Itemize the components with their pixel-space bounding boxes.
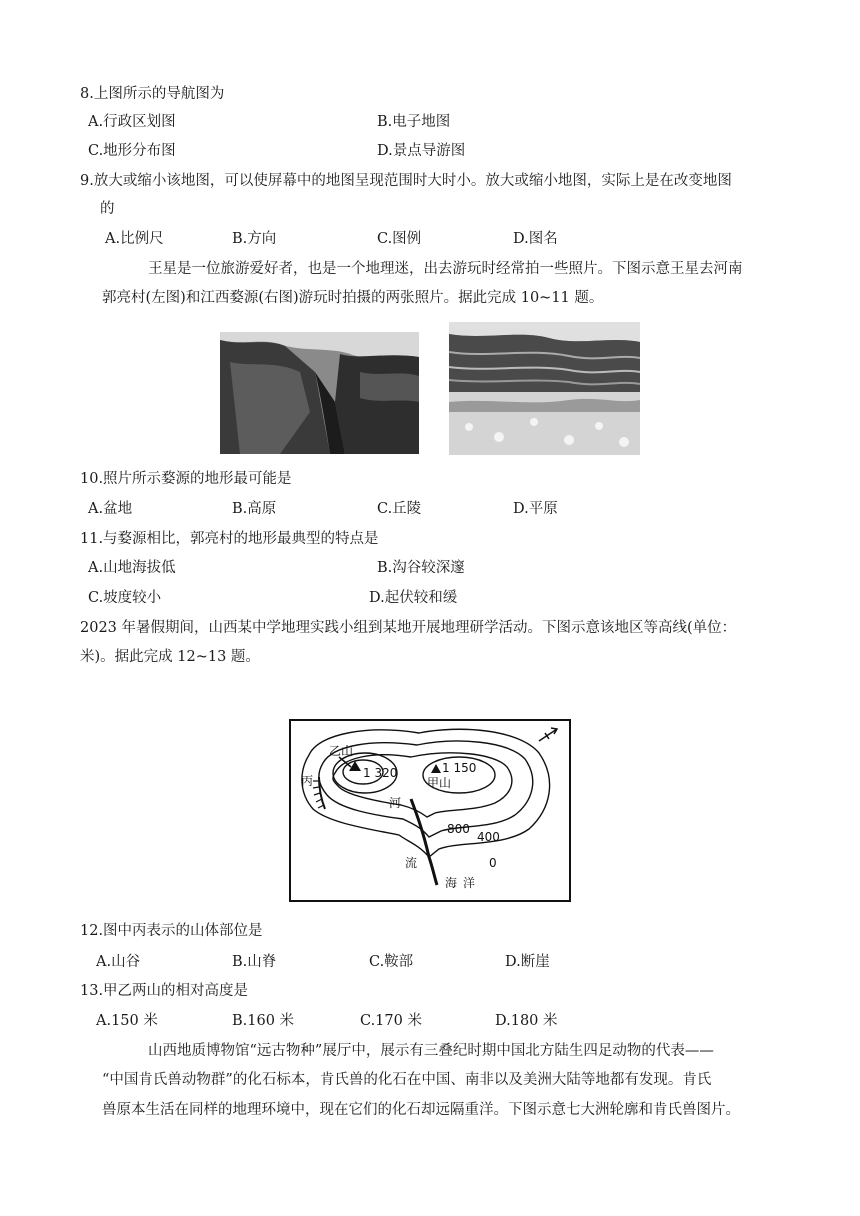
q8-option-c: C.地形分布图 xyxy=(88,143,176,159)
label-yi-mountain: 乙山 xyxy=(329,744,354,758)
q10-option-a: A.盆地 xyxy=(88,501,133,517)
q11-stem: 11.与婺源相比，郭亮村的地形最典型的特点是 xyxy=(80,531,379,547)
label-jia-height: 1 150 xyxy=(442,761,477,775)
label-800: 800 xyxy=(447,822,470,836)
q13-option-b: B.160 米 xyxy=(232,1013,295,1029)
intro2-line2: 米)。据此完成 12~13 题。 xyxy=(80,649,260,665)
label-liu: 流 xyxy=(405,856,418,870)
q9-stem-line1: 9.放大或缩小该地图，可以使屏幕中的地图呈现范围时大时小。放大或缩小地图，实际上是在改变地图 xyxy=(80,173,732,189)
q11-option-d: D.起伏较和缓 xyxy=(369,590,458,606)
q9-stem-line2: 的 xyxy=(100,201,115,217)
q8-option-d: D.景点导游图 xyxy=(377,143,466,159)
label-bing: 丙 xyxy=(301,774,314,788)
intro1-line1: 王星是一位旅游爱好者，也是一个地理迷，出去游玩时经常拍一些照片。下图示意王星去河南 xyxy=(148,261,743,277)
label-jia-mountain: 甲山 xyxy=(427,776,452,790)
q9-option-c: C.图例 xyxy=(377,231,422,247)
q9-option-b: B.方向 xyxy=(232,231,277,247)
photo-wuyuan-terraces xyxy=(449,322,640,455)
q11-option-a: A.山地海拔低 xyxy=(88,560,176,576)
q12-option-b: B.山脊 xyxy=(232,954,277,970)
q8-option-a: A.行政区划图 xyxy=(88,114,176,130)
q10-option-c: C.丘陵 xyxy=(377,501,422,517)
contour-map xyxy=(289,719,571,902)
q8-stem: 8.上图所示的导航图为 xyxy=(80,86,225,102)
q12-option-d: D.断崖 xyxy=(505,954,550,970)
label-400: 400 xyxy=(477,830,500,844)
q10-stem: 10.照片所示婺源的地形最可能是 xyxy=(80,471,292,487)
q10-option-d: D.平原 xyxy=(513,501,558,517)
intro3-line2: “中国肯氏兽动物群”的化石标本，肯氏兽的化石在中国、南非以及美洲大陆等地都有发现。肯氏 xyxy=(102,1072,712,1088)
intro3-line1: 山西地质博物馆“远古物种”展厅中，展示有三叠纪时期中国北方陆生四足动物的代表—— xyxy=(148,1043,714,1059)
label-0: 0 xyxy=(489,856,497,870)
q8-option-b: B.电子地图 xyxy=(377,114,451,130)
q11-option-c: C.坡度较小 xyxy=(88,590,162,606)
label-he: 河 xyxy=(389,796,402,810)
q9-option-a: A.比例尺 xyxy=(105,231,164,247)
q13-option-a: A.150 米 xyxy=(96,1013,158,1029)
q9-option-d: D.图名 xyxy=(513,231,558,247)
intro1-line2: 郭亮村(左图)和江西婺源(右图)游玩时拍摄的两张照片。据此完成 10~11 题。 xyxy=(102,290,604,306)
intro2-line1: 2023 年暑假期间，山西某中学地理实践小组到某地开展地理研学活动。下图示意该地区等高线(单位： xyxy=(80,620,737,636)
q13-stem: 13.甲乙两山的相对高度是 xyxy=(80,983,249,999)
q11-option-b: B.沟谷较深邃 xyxy=(377,560,465,576)
intro3-line3: 兽原本生活在同样的地理环境中，现在它们的化石却远隔重洋。下图示意七大洲轮廓和肯氏兽图片。 xyxy=(102,1102,740,1118)
q12-option-c: C.鞍部 xyxy=(369,954,414,970)
q13-option-d: D.180 米 xyxy=(495,1013,558,1029)
q10-option-b: B.高原 xyxy=(232,501,277,517)
q12-stem: 12.图中丙表示的山体部位是 xyxy=(80,923,263,939)
label-sea: 海洋 xyxy=(445,876,482,890)
label-yi-height: 1 320 xyxy=(363,766,398,780)
photo-guoliang-village xyxy=(220,332,419,454)
q13-option-c: C.170 米 xyxy=(360,1013,422,1029)
q12-option-a: A.山谷 xyxy=(96,954,141,970)
